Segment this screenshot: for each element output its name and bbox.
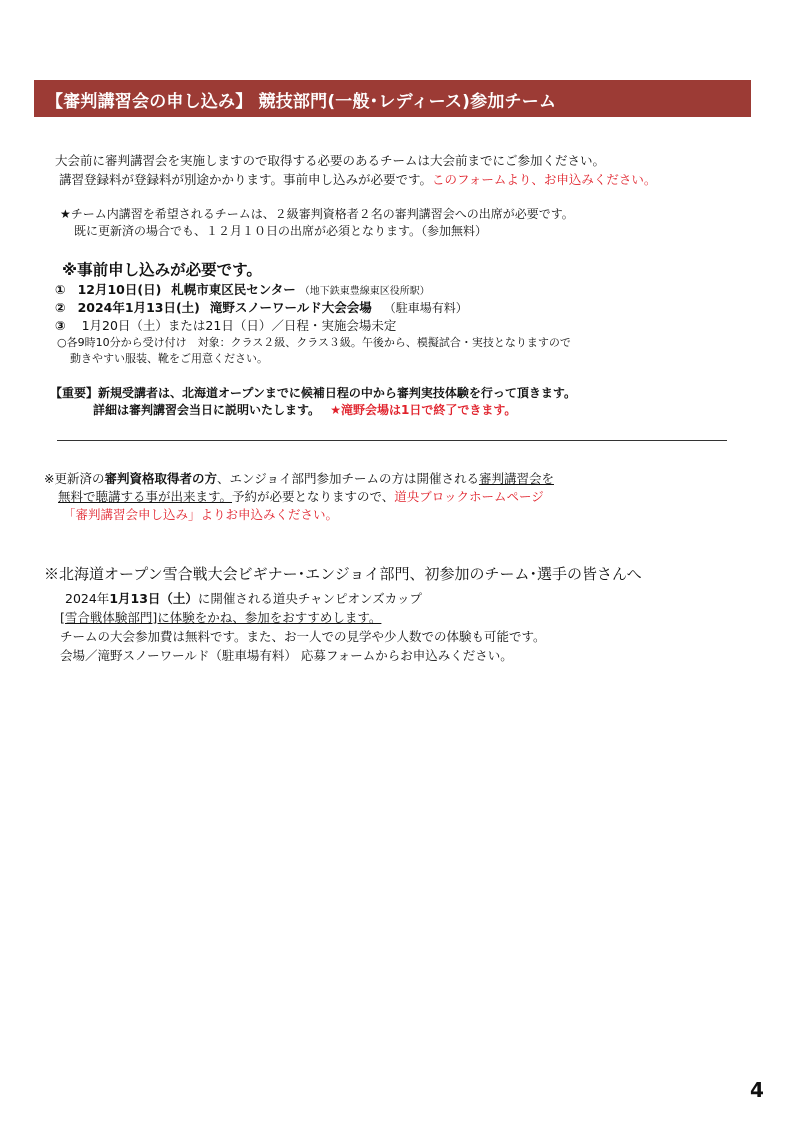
schedule-item-2	[55, 298, 468, 316]
team-note-line-1: ★チーム内講習を希望されるチームは、２級審判資格者２名の審判講習会への出席が必要です。	[60, 207, 574, 221]
banner-title: 【審判講習会の申し込み】 競技部門(一般･レディース)参加チーム	[46, 92, 557, 112]
renewal-text: 予約が必要となりますので、	[232, 489, 395, 504]
important-detail: 詳細は審判講習会当日に説明いたします。	[93, 403, 321, 417]
item-marker: ③	[55, 318, 66, 333]
important-line-1: 【重要】新規受講者は、北海道オープンまでに候補日程の中から審判実技体験を行って頂きます。	[50, 386, 576, 400]
schedule-item-3	[55, 316, 396, 334]
renewal-bold: 審判資格取得者の方	[104, 471, 217, 486]
page-number: 4	[750, 1078, 764, 1102]
renewal-line-3[interactable]: 「審判講習会申し込み」よりお申込みください。	[63, 507, 339, 522]
form-link[interactable]: このフォームより、お申込みください。	[432, 172, 657, 187]
homepage-link[interactable]: 道央ブロックホームページ	[394, 489, 544, 504]
beginner-line-3: チームの大会参加費は無料です。また、お一人での見学や少人数での体験も可能です。	[60, 629, 546, 644]
schedule-detail-1: ○各9時10分から受け付け 対象：クラス２級、クラス３級。午後から、模擬試合・実技となりますので	[57, 336, 571, 349]
schedule-detail-2: 動きやすい服装、靴をご用意ください。	[70, 352, 268, 365]
beginner-line-4: 会場／滝野スノーワールド（駐車場有料） 応募フォームからお申込みください。	[60, 648, 513, 663]
item-place: 滝野スノーワールド大会会場	[209, 300, 372, 315]
important-line-2	[93, 401, 516, 418]
renewal-line-2	[58, 487, 544, 505]
divider	[57, 440, 727, 441]
renewal-text: ※更新済の	[44, 471, 105, 486]
section-banner	[34, 80, 751, 117]
item-date: 12月10日(日)	[77, 282, 162, 297]
beginner-heading: ※北海道オープン雪合戦大会ビギナー･エンジョイ部門、初参加のチーム･選手の皆さんへ	[44, 565, 642, 583]
important-red-note: ★滝野会場は1日で終了できます。	[330, 403, 517, 417]
renewal-line-1	[44, 469, 554, 487]
item-place: 札幌市東区民センター	[171, 282, 296, 297]
intro-line-2	[59, 170, 656, 188]
item-date: 1月20日（土）または21日（日）／日程・実施会場未定	[81, 318, 397, 333]
item-note: （駐車場有料）	[383, 301, 468, 315]
beginner-text: に開催される道央チャンピオンズカップ	[197, 591, 423, 606]
beginner-text: 2024年	[65, 591, 110, 606]
beginner-line-2: [雪合戦体験部門]に体験をかね、参加をおすすめします。	[60, 610, 382, 625]
renewal-underlined: 審判講習会を	[478, 471, 554, 486]
renewal-text: 、エンジョイ部門参加チームの方は開催される	[217, 471, 479, 486]
intro-text: 講習登録料が登録料が別途かかります。事前申し込みが必要です。	[59, 172, 433, 187]
item-marker: ②	[55, 300, 66, 315]
beginner-date: 1月13日（土）	[109, 591, 198, 606]
item-note: （地下鉄東豊線東区役所駅）	[299, 286, 430, 297]
renewal-underlined: 無料で聴講する事が出来ます。	[58, 489, 233, 504]
intro-line-1: 大会前に審判講習会を実施しますので取得する必要のあるチームは大会前までにご参加ください。	[55, 153, 606, 168]
item-marker: ①	[55, 282, 66, 297]
item-date: 2024年1月13日(土)	[77, 300, 200, 315]
schedule-heading: ※事前申し込みが必要です。	[62, 261, 262, 279]
schedule-item-1	[55, 280, 430, 298]
team-note-line-2: 既に更新済の場合でも、１２月１０日の出席が必須となります。（参加無料）	[74, 224, 488, 238]
beginner-line-1	[65, 589, 422, 607]
